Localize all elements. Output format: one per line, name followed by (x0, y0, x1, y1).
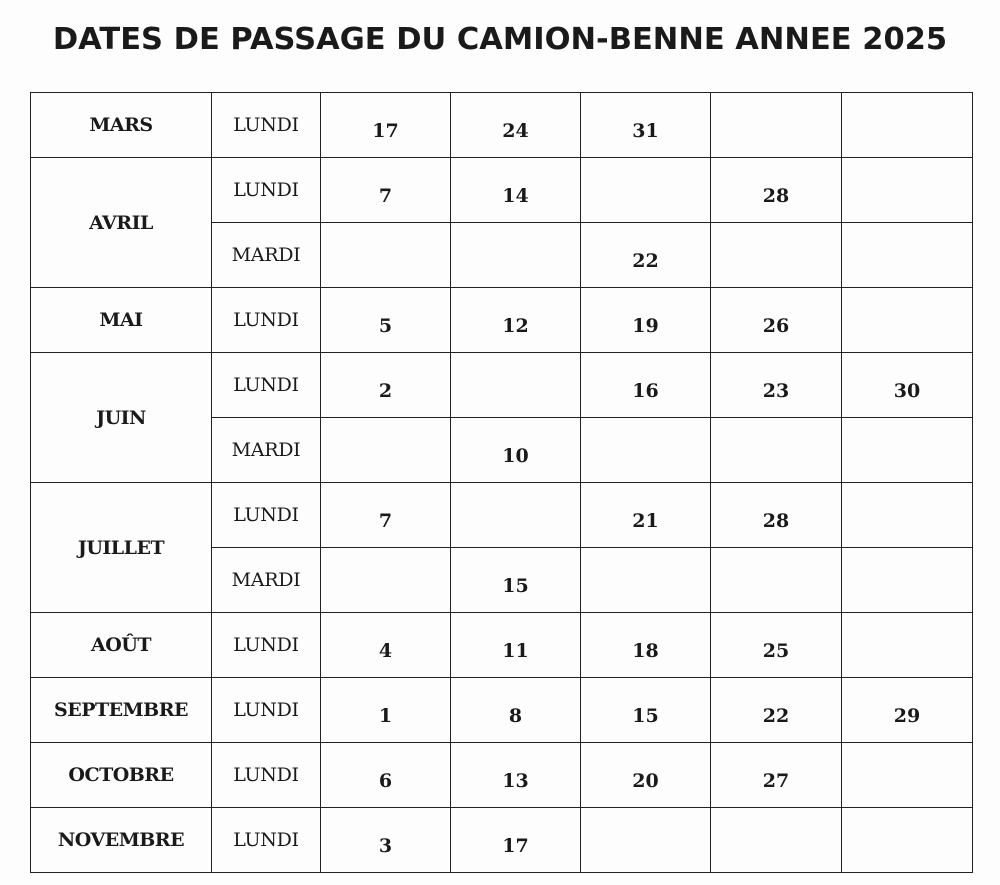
date-cell (711, 418, 842, 483)
date-value: 6 (378, 770, 393, 792)
weekday-cell: MARDI (212, 418, 321, 483)
weekday-cell: LUNDI (212, 808, 321, 873)
date-value (711, 834, 841, 846)
date-value: 19 (632, 315, 659, 337)
date-cell (711, 808, 842, 873)
date-value (842, 769, 972, 781)
date-cell (842, 418, 973, 483)
date-value: 22 (762, 705, 790, 727)
date-value: 13 (502, 770, 529, 792)
date-cell (842, 93, 973, 158)
date-value: 21 (632, 510, 659, 532)
date-value (842, 184, 972, 196)
date-cell (451, 93, 581, 158)
date-value: 7 (378, 185, 393, 207)
date-cell (711, 743, 842, 808)
date-value: 30 (893, 380, 921, 402)
table-row (31, 743, 973, 808)
date-cell (581, 93, 711, 158)
date-cell (842, 353, 973, 418)
date-value (711, 444, 841, 456)
date-cell (321, 483, 451, 548)
date-value (321, 444, 450, 456)
date-cell (321, 548, 451, 613)
date-cell (842, 808, 973, 873)
date-cell (711, 158, 842, 223)
date-value: 2 (378, 380, 393, 402)
date-value: 20 (632, 770, 659, 792)
date-value: 15 (502, 575, 529, 597)
date-value (842, 444, 972, 456)
date-value: 17 (372, 120, 399, 142)
date-value (842, 639, 972, 651)
date-value: 25 (762, 640, 790, 662)
date-cell (711, 678, 842, 743)
date-cell (581, 158, 711, 223)
date-value: 28 (762, 185, 790, 207)
month-cell: AOÛT (31, 613, 212, 678)
month-cell: AVRIL (31, 158, 212, 288)
date-value (842, 574, 972, 586)
date-value (451, 509, 580, 521)
date-value: 22 (632, 250, 659, 272)
date-value: 31 (632, 120, 659, 142)
date-cell (451, 808, 581, 873)
date-cell (711, 548, 842, 613)
date-value (581, 184, 710, 196)
month-cell: MARS (31, 93, 212, 158)
date-cell (711, 288, 842, 353)
weekday-cell: MARDI (212, 223, 321, 288)
month-cell: JUILLET (31, 483, 212, 613)
date-value (321, 574, 450, 586)
table-row (31, 678, 973, 743)
date-value: 26 (762, 315, 790, 337)
date-value: 1 (378, 705, 393, 727)
date-cell (451, 353, 581, 418)
table-row (31, 613, 973, 678)
date-cell (581, 808, 711, 873)
date-cell (321, 743, 451, 808)
date-cell (711, 93, 842, 158)
date-cell (321, 353, 451, 418)
date-cell (451, 158, 581, 223)
date-cell (842, 613, 973, 678)
date-value (581, 444, 710, 456)
date-value: 4 (378, 640, 393, 662)
date-cell (321, 418, 451, 483)
month-cell: NOVEMBRE (31, 808, 212, 873)
date-value (711, 249, 841, 261)
date-value: 29 (893, 705, 921, 727)
date-cell (842, 483, 973, 548)
date-cell (321, 808, 451, 873)
date-cell (581, 483, 711, 548)
date-value: 15 (632, 705, 659, 727)
collection-schedule-table (30, 92, 973, 873)
date-value: 12 (502, 315, 529, 337)
date-value (842, 314, 972, 326)
date-cell (321, 158, 451, 223)
date-cell (711, 223, 842, 288)
date-value (711, 119, 841, 131)
table-row (31, 93, 973, 158)
date-value: 5 (378, 315, 393, 337)
date-value: 16 (632, 380, 659, 402)
table-row (31, 808, 973, 873)
date-value (321, 249, 450, 261)
date-value: 24 (502, 120, 529, 142)
date-cell (451, 613, 581, 678)
weekday-cell: LUNDI (212, 613, 321, 678)
date-cell (451, 288, 581, 353)
date-value (581, 574, 710, 586)
date-cell (451, 483, 581, 548)
table-row (31, 158, 973, 223)
date-value: 10 (502, 445, 529, 467)
date-cell (321, 223, 451, 288)
date-value (451, 379, 580, 391)
date-cell (321, 93, 451, 158)
date-cell (451, 743, 581, 808)
date-cell (321, 678, 451, 743)
date-cell (581, 548, 711, 613)
table-row (31, 288, 973, 353)
date-value (842, 509, 972, 521)
date-cell (711, 483, 842, 548)
date-cell (581, 353, 711, 418)
date-value: 27 (762, 770, 790, 792)
date-value: 18 (632, 640, 659, 662)
date-cell (581, 288, 711, 353)
page-title: DATES DE PASSAGE DU CAMION-BENNE ANNEE 2025 (52, 22, 948, 57)
weekday-cell: LUNDI (212, 678, 321, 743)
date-cell (581, 418, 711, 483)
date-value: 14 (502, 185, 529, 207)
date-cell (451, 223, 581, 288)
table-row (31, 353, 973, 418)
date-cell (321, 613, 451, 678)
table-row (31, 483, 973, 548)
month-cell: SEPTEMBRE (31, 678, 212, 743)
date-value (842, 119, 972, 131)
date-cell (451, 418, 581, 483)
weekday-cell: LUNDI (212, 93, 321, 158)
date-cell (451, 548, 581, 613)
date-cell (451, 678, 581, 743)
weekday-cell: LUNDI (212, 353, 321, 418)
month-cell: MAI (31, 288, 212, 353)
weekday-cell: MARDI (212, 548, 321, 613)
date-cell (842, 288, 973, 353)
date-cell (581, 743, 711, 808)
date-cell (842, 158, 973, 223)
month-cell: JUIN (31, 353, 212, 483)
date-cell (842, 223, 973, 288)
weekday-cell: LUNDI (212, 288, 321, 353)
date-cell (581, 613, 711, 678)
date-value (711, 574, 841, 586)
weekday-cell: LUNDI (212, 743, 321, 808)
date-cell (581, 223, 711, 288)
date-value: 8 (508, 705, 523, 727)
date-value: 7 (378, 510, 393, 532)
date-value: 3 (378, 835, 393, 857)
date-value: 17 (502, 835, 529, 857)
date-value: 11 (502, 640, 529, 662)
date-cell (581, 678, 711, 743)
date-cell (842, 678, 973, 743)
date-value (581, 834, 710, 846)
date-cell (711, 353, 842, 418)
date-value (842, 834, 972, 846)
date-cell (321, 288, 451, 353)
schedule-body (31, 93, 973, 873)
date-cell (842, 743, 973, 808)
date-value: 28 (762, 510, 790, 532)
month-cell: OCTOBRE (31, 743, 212, 808)
weekday-cell: LUNDI (212, 483, 321, 548)
date-cell (711, 613, 842, 678)
date-value: 23 (762, 380, 790, 402)
date-value (451, 249, 580, 261)
weekday-cell: LUNDI (212, 158, 321, 223)
date-value (842, 249, 972, 261)
date-cell (842, 548, 973, 613)
